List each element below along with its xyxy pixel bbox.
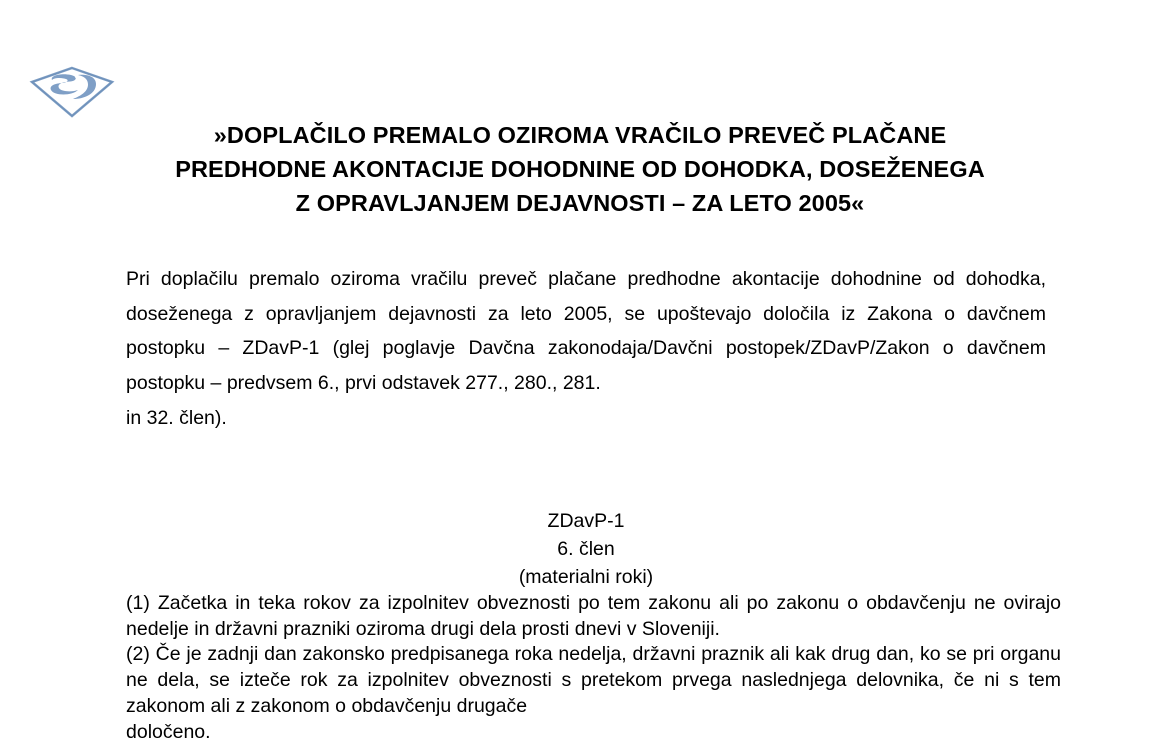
sd-emblem-logo-icon: [28, 66, 116, 118]
title-line-1: »DOPLAČILO PREMALO OZIROMA VRAČILO PREVEČ PLAČANE: [213, 122, 947, 148]
law-article-number: 6. člen: [557, 537, 615, 560]
law-paragraph-2: [126, 642, 1061, 745]
law-paragraph-1-text: (1) Začetka in teka rokov za izpolnitev obveznosti po tem zakonu ali po zakonu o obdavčenju ne ovirajo nedelje in državni prazniki oziroma drugi dela prosti dnevi v Sloveniji.: [126, 592, 1061, 640]
law-heading: [126, 508, 1046, 592]
title-line-2: PREDHODNE AKONTACIJE DOHODNINE OD DOHODKA, DOSEŽENEGA: [175, 156, 985, 183]
intro-paragraph-text: Pri doplačilu premalo oziroma vračilu preveč plačane predhodne akontacije dohodnine od dohodka, doseženega z opravljanjem dejavnosti za leto 2005, se upoštevajo določila iz Zakona o davčnem postopku – ZDavP-1 (glej poglavje Davčna zakonodaja/Davčni postopek/ZDavP/Zakon o davčnem postopku – predvsem 6., prvi odstavek 277., 280., 281.: [126, 268, 1046, 395]
law-article-subtitle: (materialni roki): [518, 565, 654, 588]
law-paragraph-2-text: (2) Če je zadnji dan zakonsko predpisanega roka nedelja, državni praznik ali kak drug dan, ko se pri organu ne dela, se izteče rok za izpolnitev obveznosti s pretekom prvega naslednjega delovnika, če ni s tem zakonom ali z zakonom o obdavčenju drugače: [126, 643, 1061, 717]
intro-paragraph: [126, 262, 1046, 436]
document-title: [120, 118, 1040, 220]
law-paragraph-1: [126, 591, 1061, 642]
law-text: [126, 591, 1061, 745]
law-act-name: ZDavP-1: [547, 510, 625, 532]
law-paragraph-2-tail: določeno.: [126, 720, 211, 743]
intro-paragraph-last-line: in 32. člen).: [126, 406, 227, 429]
title-line-3: Z OPRAVLJANJEM DEJAVNOSTI – ZA LETO 2005«: [295, 190, 865, 217]
